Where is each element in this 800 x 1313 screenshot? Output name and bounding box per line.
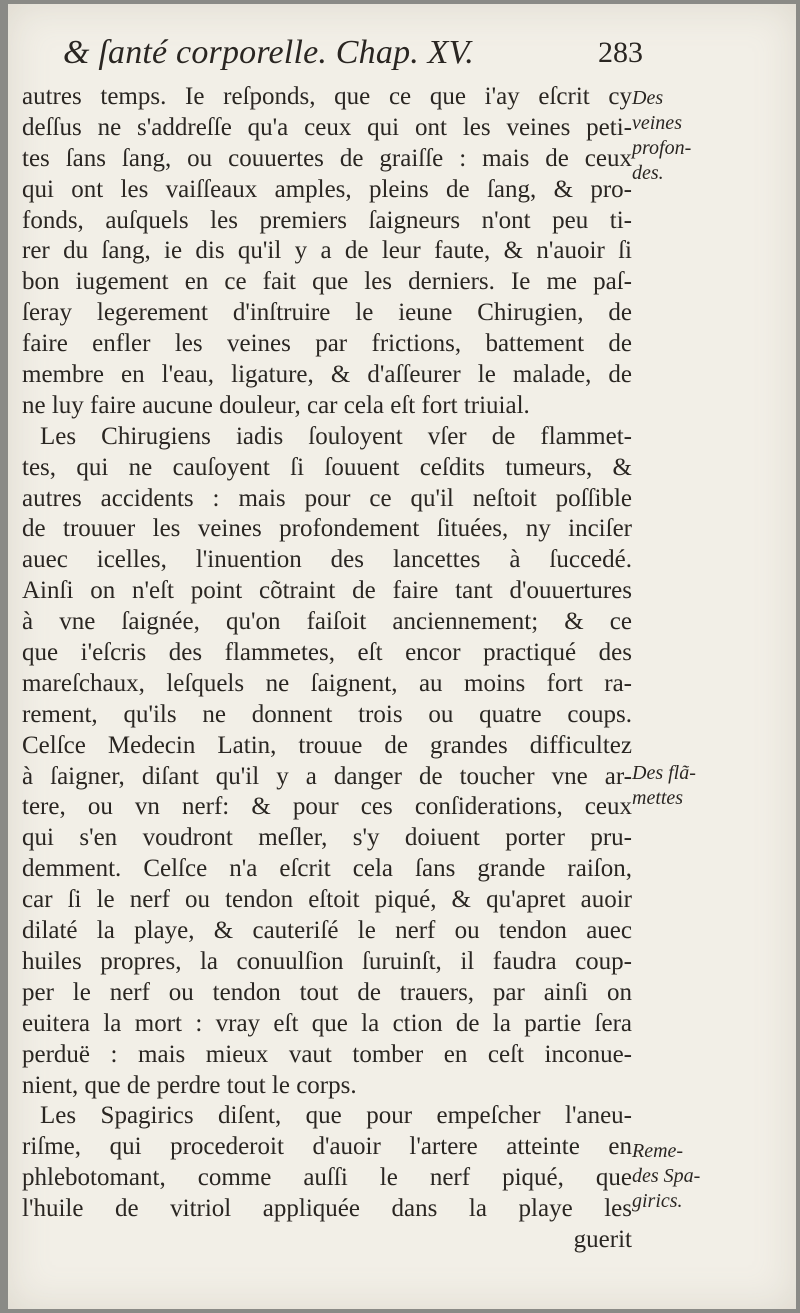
text-line: autres accidents : mais pour ce qu'il neſtoit poſſible bbox=[22, 484, 632, 512]
paragraph-start: Les Chirugiens iadis ſouloyent vſer de flammet- bbox=[40, 422, 632, 450]
marginal-note-line: des Spa- bbox=[632, 1165, 701, 1187]
text-line: Celſce Medecin Latin, trouue de grandes difficultez bbox=[22, 731, 632, 759]
marginal-note-line: Des flã- bbox=[632, 762, 696, 784]
marginal-note-line: mettes bbox=[632, 787, 684, 809]
text-line: mareſchaux, leſquels ne ſaignent, au moins fort ra- bbox=[22, 669, 632, 697]
marginal-note-line: girics. bbox=[632, 1190, 683, 1212]
text-line: à ſaigner, diſant qu'il y a danger de toucher vne ar- bbox=[22, 762, 632, 790]
text-line: euitera la mort : vray eſt que la ction de la partie ſera bbox=[22, 1009, 632, 1037]
text-line: demment. Celſce n'a eſcrit cela ſans grande raiſon, bbox=[22, 855, 632, 883]
text-line: perduë : mais mieux vaut tomber en ceſt inconue- bbox=[22, 1040, 632, 1068]
catchword: guerit bbox=[573, 1225, 632, 1253]
marginal-note bbox=[632, 1139, 700, 1214]
text-line: tere, ou vn nerf: & pour ces conſiderations, ceux bbox=[22, 793, 632, 821]
text-line: faire enfler les veines par frictions, battement de bbox=[22, 330, 632, 358]
text-line: de trouuer les veines profondement ſituées, ny inciſer bbox=[22, 515, 632, 543]
text-line: qui s'en voudront meſler, s'y doiuent porter pru- bbox=[22, 824, 632, 852]
text-line: rement, qu'ils ne donnent trois ou quatre coups. bbox=[22, 700, 632, 728]
running-title: & ſanté corporelle. Chap. XV. bbox=[63, 34, 474, 71]
page-header bbox=[63, 34, 643, 78]
marginal-note-line: profon- bbox=[632, 137, 692, 159]
body-text bbox=[22, 82, 632, 1256]
text-line: dilaté la playe, & cauteriſé le nerf ou tendon auec bbox=[22, 917, 632, 945]
text-line: ſeray legerement d'inſtruire le ieune Chirugien, de bbox=[22, 299, 632, 327]
text-line: tes ſans ſang, ou couuertes de graiſſe : mais de ceux bbox=[22, 144, 632, 172]
text-line: nient, que de perdre tout le corps. bbox=[22, 1071, 357, 1099]
text-line: membre en l'eau, ligature, & d'aſſeurer le malade, de bbox=[22, 361, 632, 389]
text-line: Ainſi on n'eſt point cõtraint de faire tant d'ouuertures bbox=[22, 577, 632, 605]
text-line: ne luy faire aucune douleur, car cela eſt fort triuial. bbox=[22, 391, 530, 419]
text-line: à vne ſaignée, qu'on faiſoit anciennement; & ce bbox=[22, 608, 632, 636]
text-line: tes, qui ne cauſoyent ſi ſouuent ceſdits tumeurs, & bbox=[22, 453, 632, 481]
book-page bbox=[8, 4, 796, 1309]
text-line: car ſi le nerf ou tendon eſtoit piqué, & qu'apret auoir bbox=[22, 886, 632, 914]
marginal-note-line: Reme- bbox=[632, 1140, 684, 1162]
text-line: que i'eſcris des flammetes, eſt encor practiqué des bbox=[22, 639, 632, 667]
text-line: phlebotomant, comme auſſi le nerf piqué, que bbox=[22, 1164, 632, 1192]
marginal-note-line: des. bbox=[632, 162, 664, 184]
text-line: bon iugement en ce fait que les derniers. Ie me paſ- bbox=[22, 268, 632, 296]
text-line: huiles propres, la conuulſion ſuruinſt, il faudra coup- bbox=[22, 947, 632, 975]
marginal-note bbox=[632, 86, 691, 186]
text-line: auec icelles, l'inuention des lancettes à ſuccedé. bbox=[22, 546, 632, 574]
text-line: qui ont les vaiſſeaux amples, pleins de ſang, & pro- bbox=[22, 175, 632, 203]
text-line: l'huile de vitriol appliquée dans la playe les bbox=[22, 1195, 632, 1223]
text-line: rer du ſang, ie dis qu'il y a de leur faute, & n'auoir ſi bbox=[22, 237, 632, 265]
text-line: riſme, qui procederoit d'auoir l'artere atteinte en bbox=[22, 1133, 632, 1161]
text-line: per le nerf ou tendon tout de trauers, par ainſi on bbox=[22, 978, 632, 1006]
text-line: deſſus ne s'addreſſe qu'a ceux qui ont les veines peti- bbox=[22, 113, 632, 141]
marginal-note-line: Des bbox=[632, 87, 664, 109]
marginal-note-line: veines bbox=[632, 112, 682, 134]
marginal-note bbox=[632, 761, 696, 811]
text-line: fonds, auſquels les premiers ſaigneurs n'ont peu ti- bbox=[22, 206, 632, 234]
page-number: 283 bbox=[598, 36, 643, 69]
text-line: autres temps. Ie reſponds, que ce que i'ay eſcrit cy bbox=[22, 83, 632, 110]
paragraph-start: Les Spagirics diſent, que pour empeſcher l'aneu- bbox=[40, 1102, 632, 1130]
